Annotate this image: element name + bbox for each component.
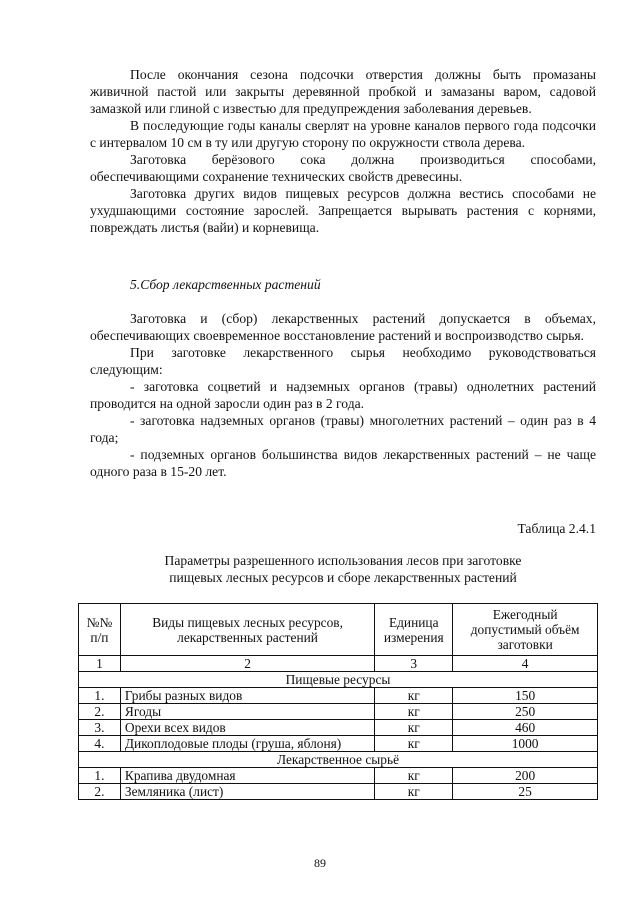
text-block-top bbox=[90, 66, 596, 236]
paragraph: При заготовке лекарственного сырья необходимо руководствоваться следующим: bbox=[90, 345, 596, 377]
index-cell: 2 bbox=[120, 656, 374, 672]
table-section-row bbox=[79, 752, 598, 768]
paragraph: - подземных органов большинства видов лекарственных растений – не чаще одного раза в 15-20 лет. bbox=[90, 447, 596, 479]
section-heading: 5.Сбор лекарственных растений bbox=[130, 277, 321, 292]
cell-unit: кг bbox=[375, 688, 453, 704]
header-cell-number: №№ п/п bbox=[79, 604, 121, 656]
header-cell-unit: Единица измерения bbox=[375, 604, 453, 656]
cell-resource: Дикоплодовые плоды (груша, яблоня) bbox=[120, 736, 374, 752]
cell-volume: 200 bbox=[453, 768, 598, 784]
table-title-line: Параметры разрешенного использования лесов при заготовке bbox=[164, 553, 522, 568]
table-row bbox=[79, 784, 598, 800]
header-cell-resource: Виды пищевых лесных ресурсов, лекарственных растений bbox=[120, 604, 374, 656]
index-cell: 3 bbox=[375, 656, 453, 672]
table-header-row bbox=[79, 604, 598, 656]
table-title bbox=[90, 552, 596, 586]
cell-number: 2. bbox=[79, 784, 121, 800]
paragraph: Заготовка и (сбор) лекарственных растений допускается в объемах, обеспечивающих своевременное восстановление растений и воспроизводство сырья. bbox=[90, 311, 596, 343]
paragraph: Заготовка других видов пищевых ресурсов должна вестись способами не ухудшающими состояние зарослей. Запрещается вырывать растения с корнями, повреждать листья (вайи) и корневища. bbox=[90, 186, 596, 235]
cell-resource: Ягоды bbox=[120, 704, 374, 720]
table-row bbox=[79, 736, 598, 752]
table-section-row bbox=[79, 672, 598, 688]
cell-number: 4. bbox=[79, 736, 121, 752]
cell-volume: 250 bbox=[453, 704, 598, 720]
cell-number: 1. bbox=[79, 768, 121, 784]
parameters-table bbox=[78, 603, 598, 800]
cell-volume: 1000 bbox=[453, 736, 598, 752]
cell-unit: кг bbox=[375, 720, 453, 736]
cell-resource: Орехи всех видов bbox=[120, 720, 374, 736]
paragraph: Заготовка берёзового сока должна производиться способами, обеспечивающими сохранение технических свойств древесины. bbox=[90, 152, 596, 184]
cell-resource: Крапива двудомная bbox=[120, 768, 374, 784]
paragraph: После окончания сезона подсочки отверстия должны быть промазаны живичной пастой или закрыты деревянной пробкой и замазаны варом, садовой замазкой или глиной с известью для предупреждения заболевания деревьев. bbox=[90, 67, 596, 116]
index-cell: 4 bbox=[453, 656, 598, 672]
header-cell-volume: Ежегодный допустимый объём заготовки bbox=[453, 604, 598, 656]
section-cell-food: Пищевые ресурсы bbox=[79, 672, 598, 688]
cell-number: 3. bbox=[79, 720, 121, 736]
cell-resource: Грибы разных видов bbox=[120, 688, 374, 704]
table-row bbox=[79, 688, 598, 704]
table-reference: Таблица 2.4.1 bbox=[517, 521, 596, 536]
cell-number: 1. bbox=[79, 688, 121, 704]
table-row bbox=[79, 768, 598, 784]
paragraph: - заготовка соцветий и надземных органов (травы) однолетних растений проводится на одной заросли один раз в 2 года. bbox=[90, 379, 596, 411]
cell-unit: кг bbox=[375, 784, 453, 800]
table-index-row bbox=[79, 656, 598, 672]
cell-unit: кг bbox=[375, 768, 453, 784]
table-title-line: пищевых лесных ресурсов и сборе лекарственных растений bbox=[169, 570, 517, 585]
section-cell-medicinal: Лекарственное сырьё bbox=[79, 752, 598, 768]
cell-resource: Земляника (лист) bbox=[120, 784, 374, 800]
index-cell: 1 bbox=[79, 656, 121, 672]
text-block-bottom bbox=[90, 310, 596, 480]
cell-unit: кг bbox=[375, 704, 453, 720]
cell-volume: 25 bbox=[453, 784, 598, 800]
page-number: 89 bbox=[314, 856, 326, 870]
table-row bbox=[79, 704, 598, 720]
cell-unit: кг bbox=[375, 736, 453, 752]
cell-volume: 460 bbox=[453, 720, 598, 736]
cell-number: 2. bbox=[79, 704, 121, 720]
table-row bbox=[79, 720, 598, 736]
paragraph: В последующие годы каналы сверлят на уровне каналов первого года подсочки с интервалом 10 см в ту или другую сторону по окружности ствола дерева. bbox=[90, 118, 596, 150]
paragraph: - заготовка надземных органов (травы) многолетних растений – один раз в 4 года; bbox=[90, 413, 596, 445]
cell-volume: 150 bbox=[453, 688, 598, 704]
